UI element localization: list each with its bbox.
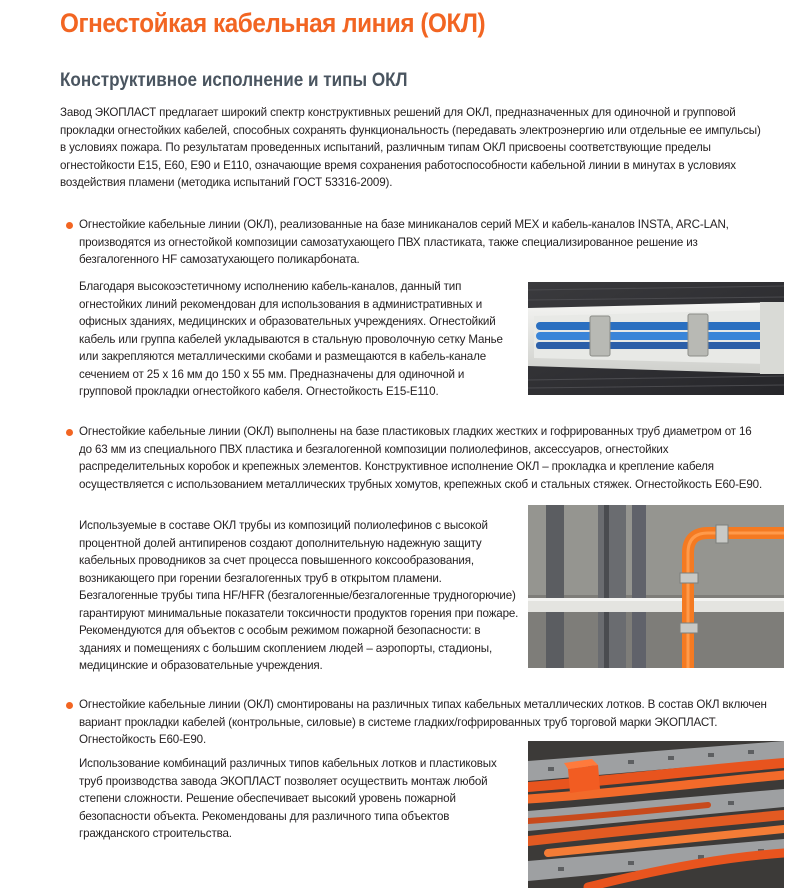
intro-paragraph: Завод ЭКОПЛАСТ предлагает широкий спектр конструктивных решений для ОКЛ, предназначенных для одиночной и групповой прокладки огнестойких кабелей, способных сохранять функциональность (передавать электроэнергию или отдельные ее импульсы) в условиях пожара. По результатам проведенных испытаний, различным типам ОКЛ присвоены соответствующие пределы огнестойкости E15, E60, E90 и E110, означающие время сохранения работоспособности кабельной линии в минутах в условиях воздействия пламени (методика испытаний ГОСТ 53316-2009).	[60, 106, 761, 189]
cable-channel-photo	[528, 282, 784, 395]
bullet-icon	[66, 222, 73, 229]
section-2-body: Используемые в составе ОКЛ трубы из композиций полиолефинов с высокой процентной долей антипиренов создают дополнительную надежную защиту кабельных проводников за счет процесса повышенного коксообразования, возникающего при горении безгалогенных труб в открытом пламени. Безгалогенные трубы типа HF/HFR (безгалогенные/безгалогенные трудногорючие) гарантируют минимальные показатели токсичности продуктов горения при пожаре. Рекомендуются для объектов с особым режимом пожарной безопасности: в зданиях и помещениях с большим скоплением людей – аэропорты, стадионы, медицинские и образовательные учреждения.	[79, 519, 519, 672]
page-title: Огнестойкая кабельная линия (ОКЛ)	[60, 8, 486, 38]
cable-tray-photo	[528, 741, 784, 888]
section-1-lead: Огнестойкие кабельные линии (ОКЛ), реализованные на базе миниканалов серий MEX и кабель-каналов INSTA, ARC-LAN, производятся из огнестойкой композиции самозатухающего ПВХ пластиката, также специализированное решение из безгалогенного HF самозатухающего поликарбоната.	[79, 218, 729, 266]
section-1-body: Благодаря высокоэстетичному исполнению кабель-каналов, данный тип огнестойких линий рекомендован для использования в административных и офисных зданиях, медицинских и образовательных учреждениях. Огнестойкий кабель или группа кабелей укладываются в стальную проволочную сетку Манье или закрепляются металлическими скобами и размещаются в кабель-канале сечением от 25 х 16 мм до 150 х 55 мм. Предназначены для одиночной и групповой прокладки огнестойкого кабеля. Огнестойкость Е15-Е110.	[79, 280, 503, 398]
section-2-lead: Огнестойкие кабельные линии (ОКЛ) выполнены на базе пластиковых гладких жестких и гофрированных труб диаметром от 16 до 63 мм из специального ПВХ пластика и безгалогенной композиции полиолефинов, аксессуаров, огнестойких распределительных коробок и крепежных элементов. Конструктивное исполнение ОКЛ – прокладка и крепление кабеля осуществляется с использованием металлических трубных хомутов, крепежных скоб и стальных стяжек. Огнестойкость Е60-Е90.	[79, 425, 763, 491]
section-3-body: Использование комбинаций различных типов кабельных лотков и пластиковых труб производства завода ЭКОПЛАСТ позволяет осуществить монтаж любой степени сложности. Решение обеспечивает высокий уровень пожарной безопасности объекта. Рекомендованы для различного типа объектов гражданского строительства.	[79, 757, 497, 840]
bullet-icon	[66, 702, 73, 709]
bullet-icon	[66, 429, 73, 436]
section-3-lead: Огнестойкие кабельные линии (ОКЛ) смонтированы на различных типах кабельных металлических лотков. В состав ОКЛ включен вариант прокладки кабелей (контрольные, силовые) в системе гладких/гофрированных труб торговой марки ЭКОПЛАСТ. Огнестойкость Е60-Е90.	[79, 698, 767, 746]
section-heading: Конструктивное исполнение и типы ОКЛ	[60, 70, 408, 91]
pipe-mounting-photo	[528, 505, 784, 668]
